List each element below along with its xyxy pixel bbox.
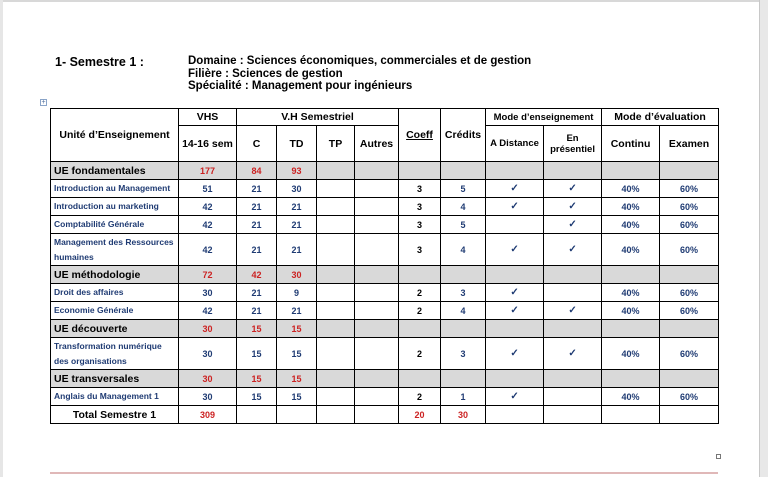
course-tp [317, 216, 355, 234]
course-vhs: 42 [179, 302, 237, 320]
col-credits: Crédits [441, 109, 486, 162]
table-row [51, 198, 719, 216]
course-continu: 40% [602, 216, 660, 234]
semester-title: 1- Semestre 1 : [55, 55, 144, 69]
section-empty-cell [602, 320, 660, 338]
section-name: UE transversales [51, 370, 179, 388]
total-credits: 30 [441, 406, 486, 424]
course-name: Management des Ressources humaines [51, 234, 179, 266]
section-td: 30 [277, 266, 317, 284]
course-continu: 40% [602, 198, 660, 216]
specialite-line: Spécialité : Management pour ingénieurs [188, 80, 413, 92]
section-empty-cell [486, 370, 544, 388]
section-empty-cell [355, 370, 399, 388]
move-handle-icon[interactable]: + [41, 99, 46, 106]
col-td: TD [277, 126, 317, 162]
course-continu: 40% [602, 284, 660, 302]
course-vhs: 30 [179, 284, 237, 302]
section-empty-cell [399, 320, 441, 338]
course-autres [355, 284, 399, 302]
course-continu: 40% [602, 180, 660, 198]
col-autres: Autres [355, 126, 399, 162]
checkmark-icon: ✓ [544, 180, 602, 198]
window-top-edge [0, 0, 768, 2]
course-autres [355, 338, 399, 370]
course-c: 21 [237, 216, 277, 234]
course-c: 21 [237, 302, 277, 320]
course-coeff: 3 [399, 180, 441, 198]
course-autres [355, 302, 399, 320]
table-row [51, 180, 719, 198]
section-empty-cell [486, 162, 544, 180]
course-coeff: 3 [399, 234, 441, 266]
section-empty-cell [486, 266, 544, 284]
course-tp [317, 198, 355, 216]
course-credits: 5 [441, 216, 486, 234]
col-ue: Unité d’Enseignement [51, 109, 179, 162]
course-name: Introduction au marketing [51, 198, 179, 216]
course-tp [317, 338, 355, 370]
col-vh-semestriel: V.H Semestriel [237, 109, 399, 126]
col-coeff: Coeff [399, 109, 441, 162]
course-examen: 60% [660, 234, 719, 266]
course-examen: 60% [660, 388, 719, 406]
course-td: 21 [277, 216, 317, 234]
col-c: C [237, 126, 277, 162]
checkmark-icon: ✓ [544, 198, 602, 216]
course-credits: 4 [441, 302, 486, 320]
section-empty-cell [317, 370, 355, 388]
checkmark-icon: ✓ [486, 284, 544, 302]
course-autres [355, 216, 399, 234]
section-empty-cell [399, 162, 441, 180]
section-empty-cell [317, 266, 355, 284]
course-examen: 60% [660, 180, 719, 198]
section-name: UE découverte [51, 320, 179, 338]
section-empty-cell [602, 162, 660, 180]
section-empty-cell [399, 370, 441, 388]
domaine-line: Domaine : Sciences économiques, commerciales et de gestion [188, 55, 532, 67]
course-credits: 3 [441, 284, 486, 302]
section-row [51, 320, 719, 338]
col-en-presentiel: En présentiel [544, 126, 602, 162]
section-empty-cell [441, 266, 486, 284]
course-presentiel-empty [544, 284, 602, 302]
table-row [51, 338, 719, 370]
total-c [237, 406, 277, 424]
section-c: 15 [237, 370, 277, 388]
section-vhs: 30 [179, 320, 237, 338]
total-empty-cell [660, 406, 719, 424]
section-empty-cell [660, 162, 719, 180]
course-credits: 3 [441, 338, 486, 370]
course-vhs: 30 [179, 338, 237, 370]
checkmark-icon: ✓ [486, 234, 544, 266]
total-label: Total Semestre 1 [51, 406, 179, 424]
section-name: UE fondamentales [51, 162, 179, 180]
section-td: 93 [277, 162, 317, 180]
section-c: 84 [237, 162, 277, 180]
window-scrollbar[interactable] [759, 0, 768, 477]
section-empty-cell [441, 370, 486, 388]
course-name: Introduction au Management [51, 180, 179, 198]
course-tp [317, 284, 355, 302]
total-empty-cell [602, 406, 660, 424]
page-bottom-rule [50, 472, 718, 474]
section-empty-cell [355, 320, 399, 338]
course-tp [317, 388, 355, 406]
course-name: Transformation numérique des organisations [51, 338, 179, 370]
course-c: 21 [237, 234, 277, 266]
course-c: 15 [237, 388, 277, 406]
col-vhs-sub: 14-16 sem [179, 126, 237, 162]
course-coeff: 3 [399, 216, 441, 234]
section-empty-cell [602, 370, 660, 388]
course-name: Comptabilité Générale [51, 216, 179, 234]
program-info [188, 55, 531, 93]
course-tp [317, 234, 355, 266]
table-row [51, 234, 719, 266]
course-td: 9 [277, 284, 317, 302]
table-row [51, 388, 719, 406]
col-vhs: VHS [179, 109, 237, 126]
course-coeff: 2 [399, 302, 441, 320]
course-c: 21 [237, 180, 277, 198]
total-autres [355, 406, 399, 424]
section-empty-cell [441, 162, 486, 180]
course-autres [355, 234, 399, 266]
checkmark-icon: ✓ [544, 338, 602, 370]
checkmark-icon: ✓ [486, 388, 544, 406]
section-c: 15 [237, 320, 277, 338]
course-autres [355, 388, 399, 406]
section-vhs: 72 [179, 266, 237, 284]
course-vhs: 42 [179, 216, 237, 234]
section-td: 15 [277, 370, 317, 388]
course-autres [355, 180, 399, 198]
table-row [51, 216, 719, 234]
total-row [51, 406, 719, 424]
section-empty-cell [355, 162, 399, 180]
course-tp [317, 302, 355, 320]
section-empty-cell [317, 320, 355, 338]
section-row [51, 266, 719, 284]
course-presentiel-empty [544, 388, 602, 406]
section-empty-cell [399, 266, 441, 284]
section-empty-cell [660, 320, 719, 338]
window-left-edge [0, 0, 3, 477]
section-c: 42 [237, 266, 277, 284]
col-mode-enseignement: Mode d’enseignement [486, 109, 602, 126]
filiere-line: Filière : Sciences de gestion [188, 67, 343, 80]
course-credits: 1 [441, 388, 486, 406]
col-tp: TP [317, 126, 355, 162]
section-row [51, 370, 719, 388]
course-examen: 60% [660, 302, 719, 320]
course-td: 21 [277, 302, 317, 320]
course-vhs: 42 [179, 234, 237, 266]
checkmark-icon: ✓ [486, 338, 544, 370]
course-name: Anglais du Management 1 [51, 388, 179, 406]
course-continu: 40% [602, 338, 660, 370]
course-credits: 4 [441, 234, 486, 266]
course-c: 21 [237, 198, 277, 216]
course-name: Droit des affaires [51, 284, 179, 302]
checkmark-icon: ✓ [544, 234, 602, 266]
section-td: 15 [277, 320, 317, 338]
course-coeff: 2 [399, 338, 441, 370]
course-td: 15 [277, 338, 317, 370]
course-credits: 4 [441, 198, 486, 216]
checkmark-icon: ✓ [486, 198, 544, 216]
section-empty-cell [544, 266, 602, 284]
section-empty-cell [544, 162, 602, 180]
course-td: 21 [277, 198, 317, 216]
course-vhs: 30 [179, 388, 237, 406]
section-empty-cell [441, 320, 486, 338]
section-empty-cell [486, 320, 544, 338]
checkmark-icon: ✓ [544, 302, 602, 320]
course-continu: 40% [602, 302, 660, 320]
total-td [277, 406, 317, 424]
course-examen: 60% [660, 198, 719, 216]
course-td: 21 [277, 234, 317, 266]
col-a-distance: A Distance [486, 126, 544, 162]
course-coeff: 2 [399, 284, 441, 302]
section-empty-cell [544, 320, 602, 338]
col-mode-evaluation: Mode d’évaluation [602, 109, 719, 126]
course-continu: 40% [602, 234, 660, 266]
section-empty-cell [317, 162, 355, 180]
section-vhs: 177 [179, 162, 237, 180]
header-row-1 [51, 109, 719, 126]
section-row [51, 162, 719, 180]
table-row [51, 284, 719, 302]
curriculum-table [50, 108, 719, 424]
section-empty-cell [660, 266, 719, 284]
section-empty-cell [660, 370, 719, 388]
course-distance-empty [486, 216, 544, 234]
section-name: UE méthodologie [51, 266, 179, 284]
col-examen: Examen [660, 126, 719, 162]
course-td: 30 [277, 180, 317, 198]
course-examen: 60% [660, 216, 719, 234]
total-coeff: 20 [399, 406, 441, 424]
course-credits: 5 [441, 180, 486, 198]
course-examen: 60% [660, 284, 719, 302]
section-empty-cell [544, 370, 602, 388]
course-td: 15 [277, 388, 317, 406]
checkmark-icon: ✓ [486, 302, 544, 320]
total-tp [317, 406, 355, 424]
course-tp [317, 180, 355, 198]
course-c: 21 [237, 284, 277, 302]
col-continu: Continu [602, 126, 660, 162]
course-vhs: 51 [179, 180, 237, 198]
course-examen: 60% [660, 338, 719, 370]
course-coeff: 3 [399, 198, 441, 216]
table-resize-handle[interactable] [716, 454, 721, 459]
course-continu: 40% [602, 388, 660, 406]
section-empty-cell [355, 266, 399, 284]
total-empty-cell [486, 406, 544, 424]
course-autres [355, 198, 399, 216]
checkmark-icon: ✓ [544, 216, 602, 234]
checkmark-icon: ✓ [486, 180, 544, 198]
course-coeff: 2 [399, 388, 441, 406]
table-row [51, 302, 719, 320]
total-vhs: 309 [179, 406, 237, 424]
course-c: 15 [237, 338, 277, 370]
course-vhs: 42 [179, 198, 237, 216]
section-empty-cell [602, 266, 660, 284]
total-empty-cell [544, 406, 602, 424]
section-vhs: 30 [179, 370, 237, 388]
course-name: Economie Générale [51, 302, 179, 320]
